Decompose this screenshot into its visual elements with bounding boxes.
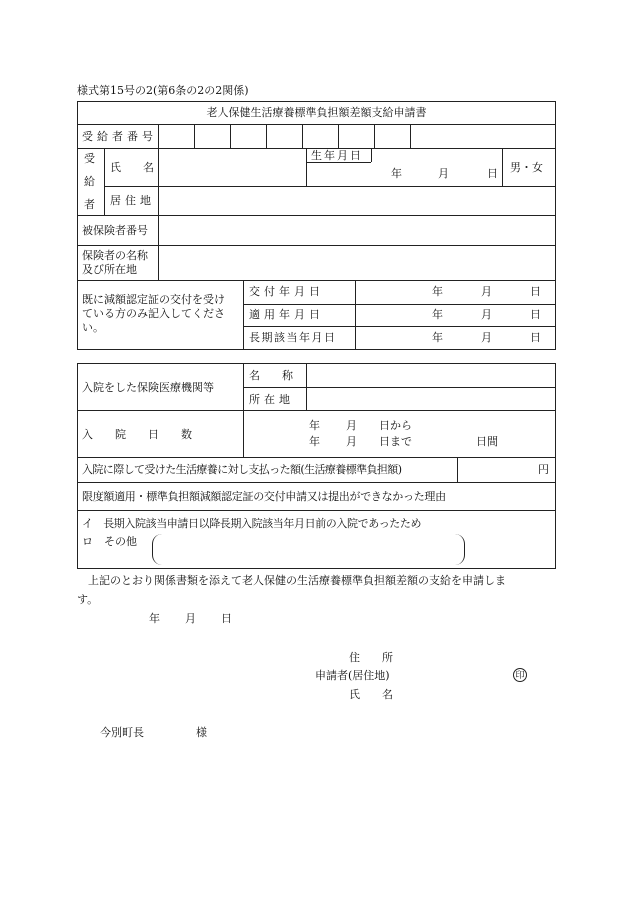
- stay-days-unit: 日間: [476, 435, 498, 448]
- reason-option-ro[interactable]: ロ その他: [82, 535, 137, 548]
- reason-label: 限度額適用・標準負担額減額認定証の交付申請又は提出ができなかった理由: [82, 490, 446, 503]
- issue-date-year: 年: [432, 285, 443, 298]
- institution-label: 入院をした保険医療機関等: [82, 381, 214, 394]
- dob-day: 日: [487, 167, 498, 180]
- dob-label: 生年月日: [311, 149, 363, 162]
- declaration-line-2: す。: [77, 593, 99, 606]
- apply-date-day: 日: [530, 308, 541, 321]
- application-day: 日: [221, 612, 232, 625]
- form-title: 老人保健生活療養標準負担額差額支給申請書: [206, 106, 427, 119]
- insured-number-label: 被保険者番号: [82, 224, 148, 237]
- other-reason-bracket[interactable]: [152, 534, 465, 565]
- insurer-name-label-2: 及び所在地: [82, 263, 137, 276]
- long-term-date-day: 日: [530, 331, 541, 344]
- insurer-name-label-1: 保険者の名称: [82, 249, 148, 262]
- recipient-number-label: 受給者番号: [82, 130, 157, 143]
- applicant-address-label: 住 所: [349, 651, 393, 664]
- reason-option-i[interactable]: イ 長期入院該当申請日以降長期入院該当年月日前の入院であったため: [82, 517, 422, 530]
- applicant-name-label: 氏 名: [349, 688, 393, 701]
- stay-to-month: 月: [346, 435, 357, 448]
- recipient-side-label-3: 者: [84, 198, 95, 211]
- dob-month: 月: [438, 167, 449, 180]
- recipient-side-label-2: 給: [84, 175, 95, 188]
- apply-date-month: 月: [481, 308, 492, 321]
- institution-location-label: 所在地: [249, 393, 294, 406]
- stay-to-year: 年: [309, 435, 320, 448]
- recipient-side-label-1: 受: [84, 152, 95, 165]
- paid-amount-label: 入院に際して受けた生活療養に対し支払った額(生活療養標準負担額): [82, 463, 402, 476]
- long-term-date-label: 長期該当年月日: [249, 331, 337, 344]
- apply-date-label: 適用年月日: [249, 308, 324, 321]
- long-term-date-month: 月: [481, 331, 492, 344]
- gender-options[interactable]: 男・女: [510, 161, 543, 174]
- dob-year: 年: [391, 167, 402, 180]
- applicant-label: 申請者(居住地): [315, 669, 390, 682]
- seal-mark: 印: [513, 668, 527, 682]
- honorific: 様: [196, 726, 207, 739]
- issue-date-day: 日: [530, 285, 541, 298]
- stay-from-year: 年: [309, 419, 320, 432]
- long-term-date-year: 年: [432, 331, 443, 344]
- reduction-note-3: い。: [82, 321, 104, 334]
- apply-date-year: 年: [432, 308, 443, 321]
- application-month: 月: [185, 612, 196, 625]
- issue-date-label: 交付年月日: [249, 285, 324, 298]
- stay-to-suffix: 日まで: [379, 435, 412, 448]
- institution-name-label: 名 称: [249, 369, 293, 382]
- reduction-note-2: ている方のみ記入してくださ: [82, 307, 225, 320]
- addressee: 今別町長: [100, 726, 144, 739]
- yen-unit: 円: [538, 463, 549, 476]
- reduction-note-1: 既に減額認定証の交付を受け: [82, 293, 225, 306]
- declaration-line-1: 上記のとおり関係書類を添えて老人保健の生活療養標準負担額差額の支給を申請しま: [88, 574, 506, 587]
- address-label: 居住地: [110, 194, 155, 207]
- stay-from-suffix: 日から: [379, 419, 412, 432]
- stay-days-label: 入 院 日 数: [82, 428, 192, 441]
- stay-from-month: 月: [346, 419, 357, 432]
- application-year: 年: [149, 612, 160, 625]
- form-code: 様式第15号の2(第6条の2の2関係): [77, 84, 249, 97]
- name-label: 氏 名: [110, 161, 154, 174]
- issue-date-month: 月: [481, 285, 492, 298]
